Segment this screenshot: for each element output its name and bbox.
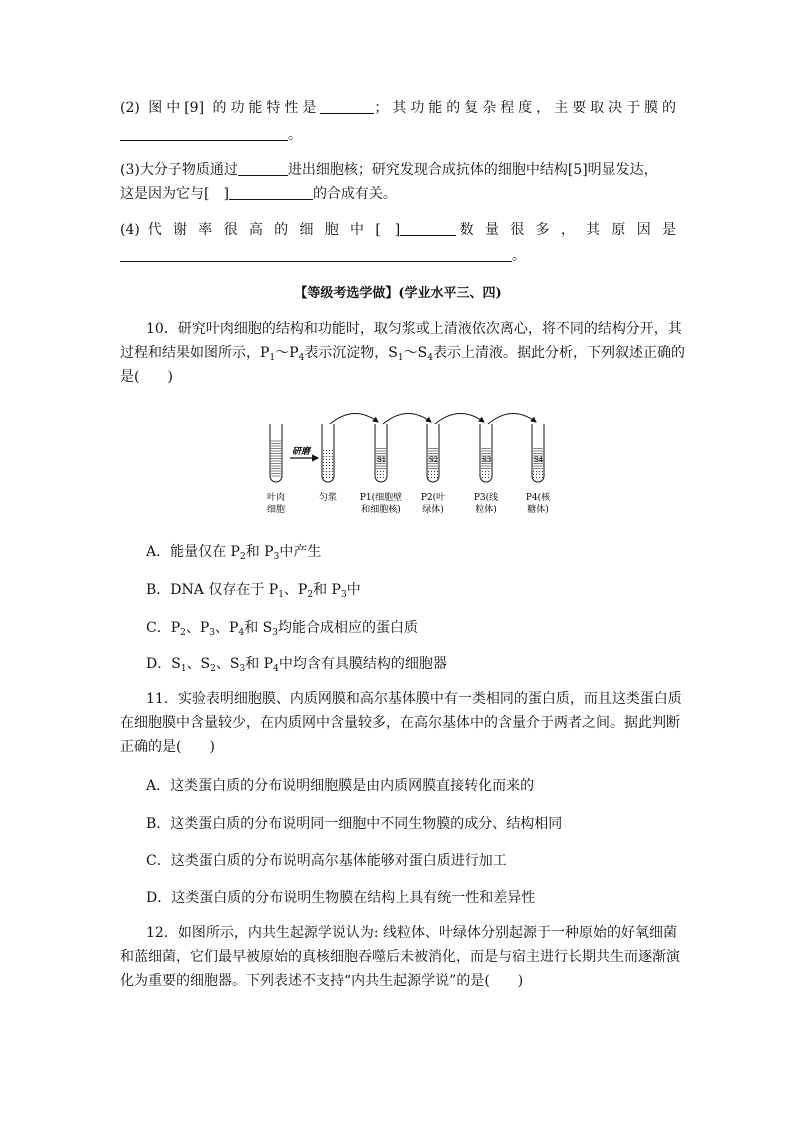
tube-label: P2(叶 — [420, 493, 446, 503]
tube-top-label: S1 — [377, 456, 387, 464]
option-text: 中均含有具膜结构的细胞器 — [278, 656, 447, 672]
q11-line1: 11．实验表明细胞膜、内质网膜和高尔基体膜中有一类相同的蛋白质，而且这类蛋白质 — [146, 691, 682, 707]
tube-top-label: S2 — [429, 456, 439, 464]
centrifuge-figure — [262, 410, 562, 520]
subscript: 3 — [272, 628, 278, 638]
subscript: 1 — [278, 590, 284, 600]
q10-line2 — [120, 342, 685, 369]
q9-sub4-line1 — [120, 219, 676, 241]
subscript: 1 — [269, 353, 276, 363]
q11-line2: 在细胞膜中含量较少，在内质网中含量较多，在高尔基体中的含量介于两者之间。据此判断 — [120, 715, 680, 731]
q9-sub3-line2 — [120, 183, 676, 205]
q9-sub3-text-a: (3)大分子物质通过 — [120, 162, 238, 178]
answer-blank[interactable] — [120, 126, 288, 141]
option-text: 中 — [346, 582, 361, 598]
q12-line2: 和蓝细菌，它们最早被原始的真核细胞吞噬后未被消化，而是与宿主进行长期共生而逐渐演 — [120, 949, 680, 965]
subscript: 3 — [340, 590, 347, 600]
q9-sub2-end: 。 — [288, 127, 302, 143]
answer-blank[interactable] — [238, 161, 288, 176]
option-text: C．P — [146, 620, 181, 636]
subscript: 2 — [210, 664, 216, 674]
option-text: A．能量仅在 P — [146, 544, 240, 560]
option-text: 和 P — [245, 544, 274, 560]
option-text: 均能合成相应的蛋白质 — [277, 620, 418, 636]
option-text: 、S — [186, 656, 211, 672]
option-text: 、P — [283, 582, 308, 598]
q12-line3: 化为重要的细胞器。下列表述不支持“内共生起源学说”的是( ) — [120, 973, 524, 989]
q9-sub4-line2 — [120, 245, 676, 267]
section-title: 【等级考选学做】(学业水平三、四) — [294, 286, 502, 301]
tube-label: 绿体) — [422, 505, 444, 515]
option-text: 和 P — [245, 656, 274, 672]
q9-sub3-text-b: 进出细胞核；研究发现合成抗体的细胞中结构[5]明显发达， — [287, 162, 658, 178]
q10-text: 表示沉淀物，S — [304, 345, 398, 361]
q9-sub4-text-a: (4) 代 谢 率 很 高 的 细 胞 中 [ — [120, 222, 381, 238]
q10-line3: 是( ) — [120, 369, 173, 385]
option-text: 和 P — [313, 582, 341, 598]
tube-label: P1(细胞壁 — [359, 493, 403, 503]
q9-sub3-line1 — [120, 159, 676, 181]
subscript: 4 — [273, 664, 279, 674]
option-text: 、P — [185, 620, 210, 636]
q10-line1: 10．研究叶肉细胞的结构和功能时，取匀浆或上清液依次离心，将不同的结构分开，其 — [146, 321, 682, 337]
subscript: 2 — [180, 628, 186, 638]
tube-p4 — [532, 424, 544, 482]
q9-sub4-text-c: 数 量 很 多 ， 其 原 因 是 — [456, 222, 676, 238]
answer-blank[interactable] — [120, 247, 512, 262]
subscript: 4 — [238, 628, 245, 638]
tube-leaf-cells — [270, 424, 282, 482]
subscript: 4 — [298, 353, 305, 363]
tube-label: 叶肉 — [266, 493, 286, 503]
q10-option-d[interactable] — [146, 653, 702, 680]
q10-option-a[interactable] — [146, 541, 702, 568]
tube-top-label: S4 — [534, 456, 544, 464]
transfer-arrow — [330, 413, 378, 424]
q9-sub2-text-a: (2) 图中[9] 的功能特性是 — [120, 100, 321, 116]
q11-option-b[interactable]: B．这类蛋白质的分布说明同一细胞中不同生物膜的成分、结构相同 — [146, 816, 563, 832]
answer-blank[interactable] — [400, 221, 456, 236]
q10-option-c[interactable] — [146, 617, 702, 644]
option-text: D．S — [146, 656, 181, 672]
subscript: 1 — [180, 664, 187, 674]
q11-option-d[interactable]: D．这类蛋白质的分布说明生物膜在结构上具有统一性和差异性 — [146, 890, 536, 906]
tube-p1 — [375, 424, 387, 482]
tube-label: 细胞 — [266, 505, 286, 515]
answer-blank[interactable] — [229, 185, 313, 200]
subscript: 3 — [209, 628, 216, 638]
transfer-arrow — [435, 413, 484, 424]
subscript: 3 — [273, 552, 280, 562]
q11-option-a[interactable]: A．这类蛋白质的分布说明细胞膜是由内质网膜直接转化而来的 — [146, 778, 535, 794]
q9-sub4-text-b: ] — [394, 222, 401, 238]
subscript: 3 — [239, 664, 246, 674]
q9-sub2-text-b: ；其功能的复杂程度，主要取决于膜的 — [374, 100, 677, 116]
q10-text: 过程和结果如图所示，P — [120, 345, 270, 361]
transfer-arrow — [488, 413, 536, 424]
q10-option-b[interactable] — [146, 579, 702, 606]
option-text: B．DNA 仅存在于 P — [146, 582, 279, 598]
tube-label: 和细胞核) — [361, 505, 401, 515]
subscript: 2 — [307, 590, 314, 600]
q9-sub4-end: 。 — [512, 248, 526, 264]
q11-line3: 正确的是( ) — [120, 739, 215, 755]
q10-text: ～P — [275, 345, 299, 361]
option-text: 中产生 — [279, 544, 322, 560]
tube-label: 匀浆 — [318, 493, 338, 503]
q10-text: 表示上清液。据此分析，下列叙述正确的 — [432, 345, 685, 361]
q9-sub3-text-d: ] — [223, 186, 229, 202]
option-text: 、S — [215, 656, 240, 672]
subscript: 4 — [427, 353, 433, 363]
tube-p2 — [427, 424, 439, 482]
transfer-arrow — [383, 413, 431, 424]
q9-sub3-text-e: 的合成有关。 — [312, 186, 397, 202]
q9-sub3-text-c: 这是因为它与[ — [120, 186, 210, 202]
q9-sub2-line1 — [120, 97, 676, 119]
option-text: 和 S — [244, 620, 273, 636]
tube-p3 — [480, 424, 492, 482]
answer-blank[interactable] — [320, 99, 374, 114]
q11-option-c[interactable]: C．这类蛋白质的分布说明高尔基体能够对蛋白质进行加工 — [146, 853, 507, 869]
tube-label: P4(核 — [525, 493, 551, 503]
subscript: 2 — [239, 552, 246, 562]
tube-label: 糖体) — [527, 505, 549, 515]
tube-label: 粒体) — [475, 505, 497, 515]
q12-line1: 12．如图所示，内共生起源学说认为: 线粒体、叶绿体分别起源于一种原始的好氧细菌 — [146, 925, 677, 941]
q9-sub2-line2 — [120, 124, 676, 146]
q10-text: ～S — [403, 345, 428, 361]
tube-top-label: S3 — [482, 456, 492, 464]
tube-homogenate — [322, 424, 334, 482]
grind-label: 研磨 — [292, 447, 311, 457]
subscript: 1 — [397, 353, 404, 363]
tube-label: P3(线 — [473, 493, 499, 503]
option-text: 、P — [215, 620, 239, 636]
